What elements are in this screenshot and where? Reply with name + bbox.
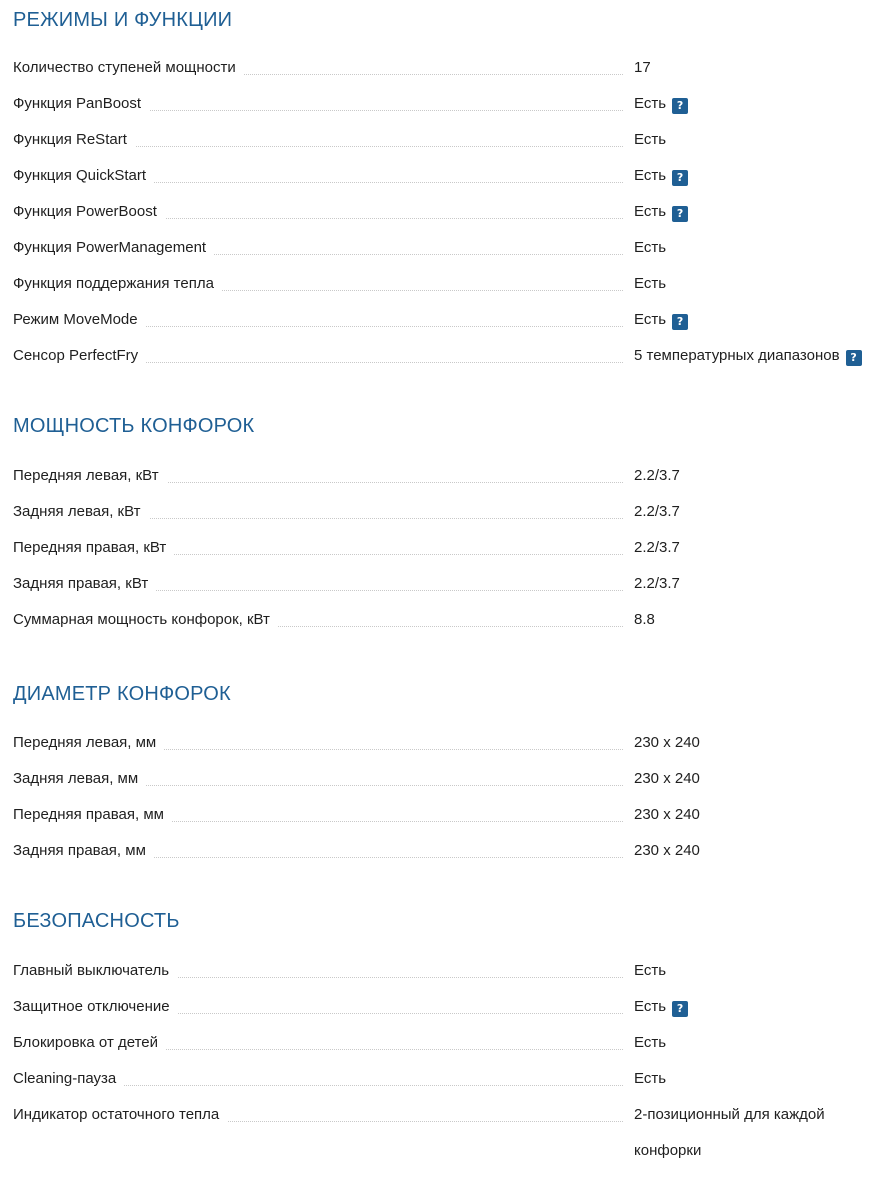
- help-icon[interactable]: ?: [672, 170, 688, 186]
- spec-value: [634, 1097, 854, 1169]
- section-title: ДИАМЕТР КОНФОРОК: [13, 683, 231, 705]
- section-burner-power: [13, 414, 884, 638]
- spec-row: [13, 494, 884, 530]
- spec-value-text: 2.2/3.7: [634, 539, 680, 556]
- spec-row: [13, 1097, 884, 1169]
- spec-value-text: 230 x 240: [634, 842, 700, 859]
- spec-label: Задняя левая, мм: [13, 770, 146, 787]
- spec-value-text: Есть: [634, 1070, 667, 1087]
- spec-value: [634, 50, 884, 86]
- help-icon[interactable]: ?: [672, 98, 688, 114]
- spec-value: [634, 458, 884, 494]
- spec-row: [13, 266, 884, 302]
- section-safety: [13, 909, 884, 1169]
- spec-value-text: 2.2/3.7: [634, 575, 680, 592]
- spec-value: [634, 530, 884, 566]
- spec-label: Передняя правая, кВт: [13, 539, 174, 556]
- spec-row: [13, 158, 884, 194]
- spec-value-text: 230 x 240: [634, 770, 700, 787]
- spec-row: [13, 86, 884, 122]
- spec-value-text: 230 x 240: [634, 806, 700, 823]
- spec-value-text: Есть: [634, 239, 667, 256]
- spec-label: Количество ступеней мощности: [13, 59, 244, 76]
- spec-list: [13, 458, 884, 638]
- spec-row: [13, 1061, 884, 1097]
- help-icon[interactable]: ?: [672, 206, 688, 222]
- spec-list: [13, 50, 884, 374]
- spec-row: [13, 1025, 884, 1061]
- section-burner-diameter: [13, 682, 884, 869]
- help-icon[interactable]: ?: [672, 1001, 688, 1017]
- spec-value-text: 8.8: [634, 611, 655, 628]
- spec-row: [13, 50, 884, 86]
- spec-value: [634, 302, 884, 338]
- spec-value: [634, 1061, 884, 1097]
- spec-label: Суммарная мощность конфорок, кВт: [13, 611, 278, 628]
- spec-value: [634, 761, 884, 797]
- spec-value: [634, 494, 884, 530]
- spec-value-text: Есть: [634, 998, 667, 1015]
- spec-value: [634, 230, 884, 266]
- spec-label: Главный выключатель: [13, 962, 177, 979]
- spec-row: [13, 230, 884, 266]
- spec-label: Передняя левая, мм: [13, 734, 164, 751]
- spec-value-text: 2-позиционный для каждой конфорки: [634, 1106, 825, 1159]
- spec-value-text: Есть: [634, 962, 667, 979]
- spec-row: [13, 566, 884, 602]
- spec-row: [13, 761, 884, 797]
- spec-value-text: 17: [634, 59, 651, 76]
- spec-label: Блокировка от детей: [13, 1034, 166, 1051]
- spec-row: [13, 953, 884, 989]
- spec-label: Задняя правая, мм: [13, 842, 154, 859]
- spec-value: [634, 833, 884, 869]
- spec-value-text: Есть: [634, 95, 667, 112]
- section-title: БЕЗОПАСНОСТЬ: [13, 910, 180, 932]
- spec-value: [634, 122, 884, 158]
- spec-label: Передняя левая, кВт: [13, 467, 167, 484]
- spec-value-text: Есть: [634, 275, 667, 292]
- spec-value-text: 2.2/3.7: [634, 467, 680, 484]
- spec-value: [634, 194, 884, 230]
- spec-label: Индикатор остаточного тепла: [13, 1106, 227, 1123]
- spec-value: [634, 1025, 884, 1061]
- spec-row: [13, 602, 884, 638]
- spec-row: [13, 458, 884, 494]
- section-title: РЕЖИМЫ И ФУНКЦИИ: [13, 9, 233, 31]
- spec-value: [634, 566, 884, 602]
- spec-value-text: Есть: [634, 203, 667, 220]
- spec-label: Сенсор PerfectFry: [13, 347, 146, 364]
- spec-value: [634, 86, 884, 122]
- spec-value-text: Есть: [634, 131, 667, 148]
- spec-value-text: 2.2/3.7: [634, 503, 680, 520]
- spec-value-text: Есть: [634, 311, 667, 328]
- spec-value-text: Есть: [634, 167, 667, 184]
- spec-label: Cleaning-пауза: [13, 1070, 124, 1087]
- spec-row: [13, 338, 884, 374]
- spec-label: Задняя правая, кВт: [13, 575, 156, 592]
- spec-value: [634, 797, 884, 833]
- spec-value-text: Есть: [634, 1034, 667, 1051]
- spec-row: [13, 797, 884, 833]
- spec-label: Функция поддержания тепла: [13, 275, 222, 292]
- spec-row: [13, 194, 884, 230]
- spec-value-text: 5 температурных диапазонов: [634, 347, 840, 364]
- spec-label: Защитное отключение: [13, 998, 178, 1015]
- spec-value: [634, 158, 884, 194]
- spec-label: Передняя правая, мм: [13, 806, 172, 823]
- spec-row: [13, 833, 884, 869]
- spec-label: Функция QuickStart: [13, 167, 154, 184]
- help-icon[interactable]: ?: [672, 314, 688, 330]
- spec-row: [13, 530, 884, 566]
- section-modes-functions: [13, 8, 884, 374]
- help-icon[interactable]: ?: [846, 350, 862, 366]
- spec-row: [13, 989, 884, 1025]
- spec-row: [13, 725, 884, 761]
- spec-value: [634, 266, 884, 302]
- spec-value: [634, 602, 884, 638]
- spec-label: Функция PanBoost: [13, 95, 149, 112]
- spec-value: [634, 953, 884, 989]
- spec-label: Задняя левая, кВт: [13, 503, 149, 520]
- spec-list: [13, 953, 884, 1169]
- spec-label: Режим MoveMode: [13, 311, 146, 328]
- section-title: МОЩНОСТЬ КОНФОРОК: [13, 415, 255, 437]
- spec-value: [634, 725, 884, 761]
- spec-page: [13, 0, 884, 1169]
- spec-list: [13, 725, 884, 869]
- spec-value: [634, 338, 884, 374]
- spec-value: [634, 989, 884, 1025]
- spec-value-text: 230 x 240: [634, 734, 700, 751]
- spec-label: Функция PowerManagement: [13, 239, 214, 256]
- spec-row: [13, 122, 884, 158]
- spec-row: [13, 302, 884, 338]
- spec-label: Функция ReStart: [13, 131, 135, 148]
- spec-label: Функция PowerBoost: [13, 203, 165, 220]
